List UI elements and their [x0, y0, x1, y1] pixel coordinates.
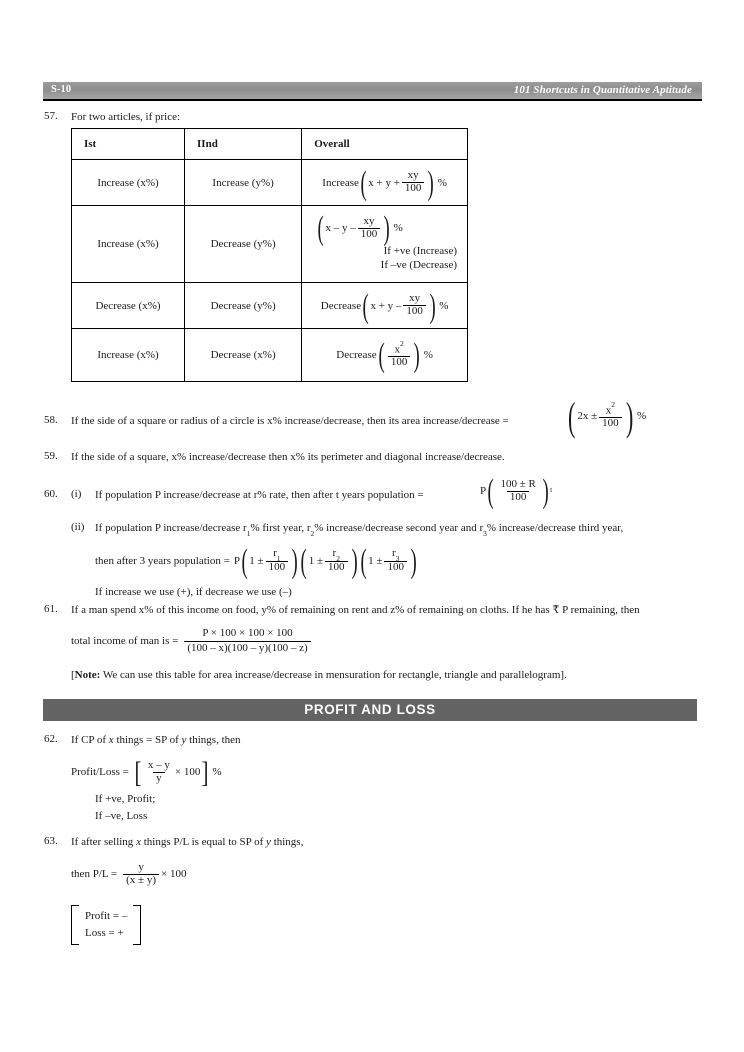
section-banner-profit-and-loss: PROFIT AND LOSS [43, 699, 697, 721]
numerator-base: x [394, 343, 401, 356]
fraction [145, 760, 173, 784]
numerator [330, 547, 343, 564]
numerator: y [138, 861, 144, 873]
text-part-c: % increase/decrease second year and r [314, 522, 484, 534]
fraction [497, 479, 538, 503]
numerator-subscript: 3 [395, 554, 400, 564]
overall-formula: Decrease ( $\frac{x^2}{100}$ ) % [336, 337, 433, 374]
numerator: xy [407, 169, 419, 182]
numerator-base: r [273, 547, 277, 559]
fraction [403, 293, 426, 317]
denominator: 100 [403, 305, 426, 318]
text-part-a: If population P increase/decrease r [95, 522, 247, 534]
numerator: xy [363, 214, 375, 227]
item-60-sub-ii-text [95, 521, 623, 539]
text-part-a: If CP of [71, 734, 109, 746]
text-part-a: If after selling [71, 836, 137, 848]
item-60-sub-ii-formula: then after 3 years population = P ( 1 ± $\frac{r_1}{100}$ ) ( 1 ± $\frac{r_2}{100}$ ) ( 1 ± $\frac{r_3}{100}$ ) [95, 542, 417, 580]
formula-lead: Increase [322, 176, 359, 189]
text-part-b: % first year, r [250, 522, 311, 534]
numerator-exponent: 2 [611, 400, 615, 409]
numerator [270, 547, 283, 564]
item-60-sub-i-label: (i) [71, 488, 82, 500]
variable-x: x [108, 734, 114, 746]
item-60-sub-ii-note: If increase we use (+), if decrease we use (–) [95, 586, 292, 598]
formula-lead: Decrease [320, 299, 362, 312]
denominator: 100 [358, 228, 381, 241]
item-61-text: If a man spend x% of this income on food, y% of remaining on rent and z% of remaining on cloths. If he has ₹ P remaining, then [71, 604, 640, 616]
subscript-3: 3 [483, 529, 487, 539]
item-61-formula [71, 628, 313, 654]
denominator: y [153, 772, 165, 785]
item-60-number: 60. [44, 488, 58, 500]
denominator: 100 [384, 561, 407, 574]
percent-sign: % [393, 222, 403, 234]
item-63-number: 63. [44, 835, 58, 847]
fraction [184, 628, 310, 654]
fraction-2 [325, 548, 348, 574]
formula-lead: Decrease [336, 349, 377, 361]
fraction [123, 862, 159, 886]
percent-sign: % [212, 766, 222, 779]
item-62-condition-positive: If +ve, Profit; [95, 793, 156, 805]
bracket-open [71, 905, 79, 945]
formula-tail: × 100 [174, 766, 201, 779]
cell-ist: Decrease (x%) [72, 283, 185, 329]
item-57-number: 57. [44, 110, 58, 122]
item-58-formula: ( 2x ± $\frac{x^2}{100}$ ) % [567, 394, 647, 440]
subscript-1: 1 [246, 529, 251, 539]
bracket-close [133, 905, 141, 945]
note-label: Note: [74, 669, 101, 681]
formula-expr-lead: x + y + [368, 176, 400, 189]
variable-y: y [181, 734, 187, 746]
item-59-number: 59. [44, 450, 58, 462]
cell-ist: Increase (x%) [72, 206, 185, 283]
formula-lead: total income of man is = [71, 635, 179, 648]
numerator [392, 338, 407, 356]
fraction-1 [266, 548, 289, 574]
cell-overall [302, 160, 468, 206]
item-61-note [71, 668, 567, 683]
item-61-number: 61. [44, 603, 58, 615]
numerator: P × 100 × 100 × 100 [202, 627, 293, 639]
cell-iind: Decrease (x%) [185, 329, 302, 382]
numerator-base: r [332, 547, 337, 559]
table-row [72, 329, 468, 382]
subscript-2: 2 [310, 529, 315, 539]
item-63-formula [71, 862, 186, 886]
percentage-combination-table [71, 128, 468, 382]
formula-tail: × 100 [161, 868, 187, 881]
formula-lead: then after 3 years population = [95, 554, 230, 567]
percent-sign: % [636, 410, 647, 423]
bracket-line-profit: Profit = – [85, 910, 128, 922]
denominator: (x ± y) [123, 874, 159, 887]
bracket-line-loss: Loss = + [85, 927, 124, 939]
text-part-b: things = SP of [113, 734, 182, 746]
formula-expr-lead: x – y – [325, 222, 356, 234]
item-60-sub-i-text: If population P increase/decrease at r% rate, then after t years population = [95, 489, 424, 501]
numerator: xy [409, 292, 421, 305]
denominator: 100 [266, 561, 289, 574]
text-part-b: things P/L is equal to SP of [140, 836, 267, 848]
item-59-text: If the side of a square, x% increase/decrease then x% its perimeter and diagonal increase/decrease. [71, 451, 505, 463]
denominator: (100 – x)(100 – y)(100 – z) [184, 641, 310, 655]
table-header-ist: Ist [72, 129, 185, 160]
factor-3-lead: 1 ± [368, 554, 383, 567]
numerator: x – y [147, 759, 170, 771]
cell-iind: Decrease (y%) [185, 206, 302, 283]
denominator: 100 [388, 356, 411, 369]
note-open-bracket: [ [71, 669, 75, 681]
numerator [389, 547, 402, 564]
overall-formula: Increase ( x + y + $\frac{xy}{100}$ ) % [322, 164, 447, 202]
overall-formula: Decrease ( x + y – $\frac{xy}{100}$ ) % [320, 287, 449, 325]
item-62-condition-negative: If –ve, Loss [95, 810, 148, 822]
page-folio: S-10 [51, 84, 72, 95]
numerator [603, 400, 618, 417]
table-header-row [72, 129, 468, 160]
text-part-d: % increase/decrease third year, [486, 522, 624, 534]
denominator: 100 [325, 561, 348, 574]
numerator-base: r [392, 547, 396, 559]
fraction [358, 216, 381, 240]
cell-overall [302, 283, 468, 329]
numerator: 100 ± R [500, 478, 536, 490]
table-row [72, 160, 468, 206]
denominator: 100 [507, 491, 530, 504]
item-63-text [71, 835, 303, 850]
variable-y: y [266, 836, 271, 848]
denominator: 100 [402, 182, 425, 195]
cell-overall [302, 329, 468, 382]
variable-x: x [136, 836, 141, 848]
table-header-overall: Overall [302, 129, 468, 160]
overall-note-negative: If –ve (Decrease) [380, 259, 457, 272]
formula-lead: then P/L = [71, 868, 118, 881]
cell-ist: Increase (x%) [72, 329, 185, 382]
numerator-subscript: 2 [336, 554, 340, 564]
numerator-base: x [605, 404, 612, 417]
factor-2-lead: 1 ± [308, 554, 324, 567]
item-62-formula: Profit/Loss = [ $\frac{x - y}{y}$ × 100 ] % [71, 756, 222, 790]
fraction [599, 400, 622, 430]
percent-sign: % [423, 349, 433, 361]
item-62-number: 62. [44, 733, 58, 745]
text-part-c: things, then [186, 734, 241, 746]
item-60-sub-ii-label: (ii) [71, 521, 85, 533]
text-part-c: things, [270, 836, 304, 848]
header-rule [43, 99, 702, 101]
item-60-sub-i-formula: P ( $\frac{100 \pm R}{100}$ ) t [480, 473, 553, 511]
running-header [43, 82, 702, 99]
percent-sign: % [437, 176, 447, 189]
cell-iind: Increase (y%) [185, 160, 302, 206]
numerator-exponent: 2 [400, 338, 404, 348]
numerator-subscript: 1 [276, 554, 281, 564]
factor-1-lead: 1 ± [249, 554, 264, 567]
item-58-number: 58. [44, 414, 58, 426]
item-57-text: For two articles, if price: [71, 111, 181, 123]
fraction [402, 170, 425, 194]
fraction [388, 338, 411, 369]
cell-iind: Decrease (y%) [185, 283, 302, 329]
item-62-text [71, 733, 241, 748]
formula-exponent: t [550, 484, 553, 494]
cell-overall [302, 206, 468, 283]
note-body: We can use this table for area increase/decrease in mensuration for rectangle, triangle and parallelogram]. [100, 669, 567, 681]
formula-p: P [233, 554, 240, 567]
item-63-bracket-group [71, 905, 141, 945]
book-title: 101 Shortcuts in Quantitative Aptitude [513, 84, 692, 96]
formula-lead: 2x ± [577, 410, 598, 423]
item-58-text: If the side of a square or radius of a circle is x% increase/decrease, then its area increase/decrease = [71, 415, 509, 427]
table-row [72, 206, 468, 283]
table-header-iind: IInd [185, 129, 302, 160]
overall-formula: ( x – y – $\frac{xy}{100}$ ) % [317, 210, 403, 247]
denominator: 100 [599, 417, 622, 430]
formula-expr-lead: x + y – [370, 299, 402, 312]
cell-ist: Increase (x%) [72, 160, 185, 206]
table-row [72, 283, 468, 329]
fraction-3 [384, 548, 407, 574]
formula-p: P [480, 485, 487, 498]
overall-note-positive: If +ve (Increase) [383, 245, 457, 258]
percent-sign: % [439, 299, 449, 312]
formula-lead: Profit/Loss = [71, 766, 129, 779]
